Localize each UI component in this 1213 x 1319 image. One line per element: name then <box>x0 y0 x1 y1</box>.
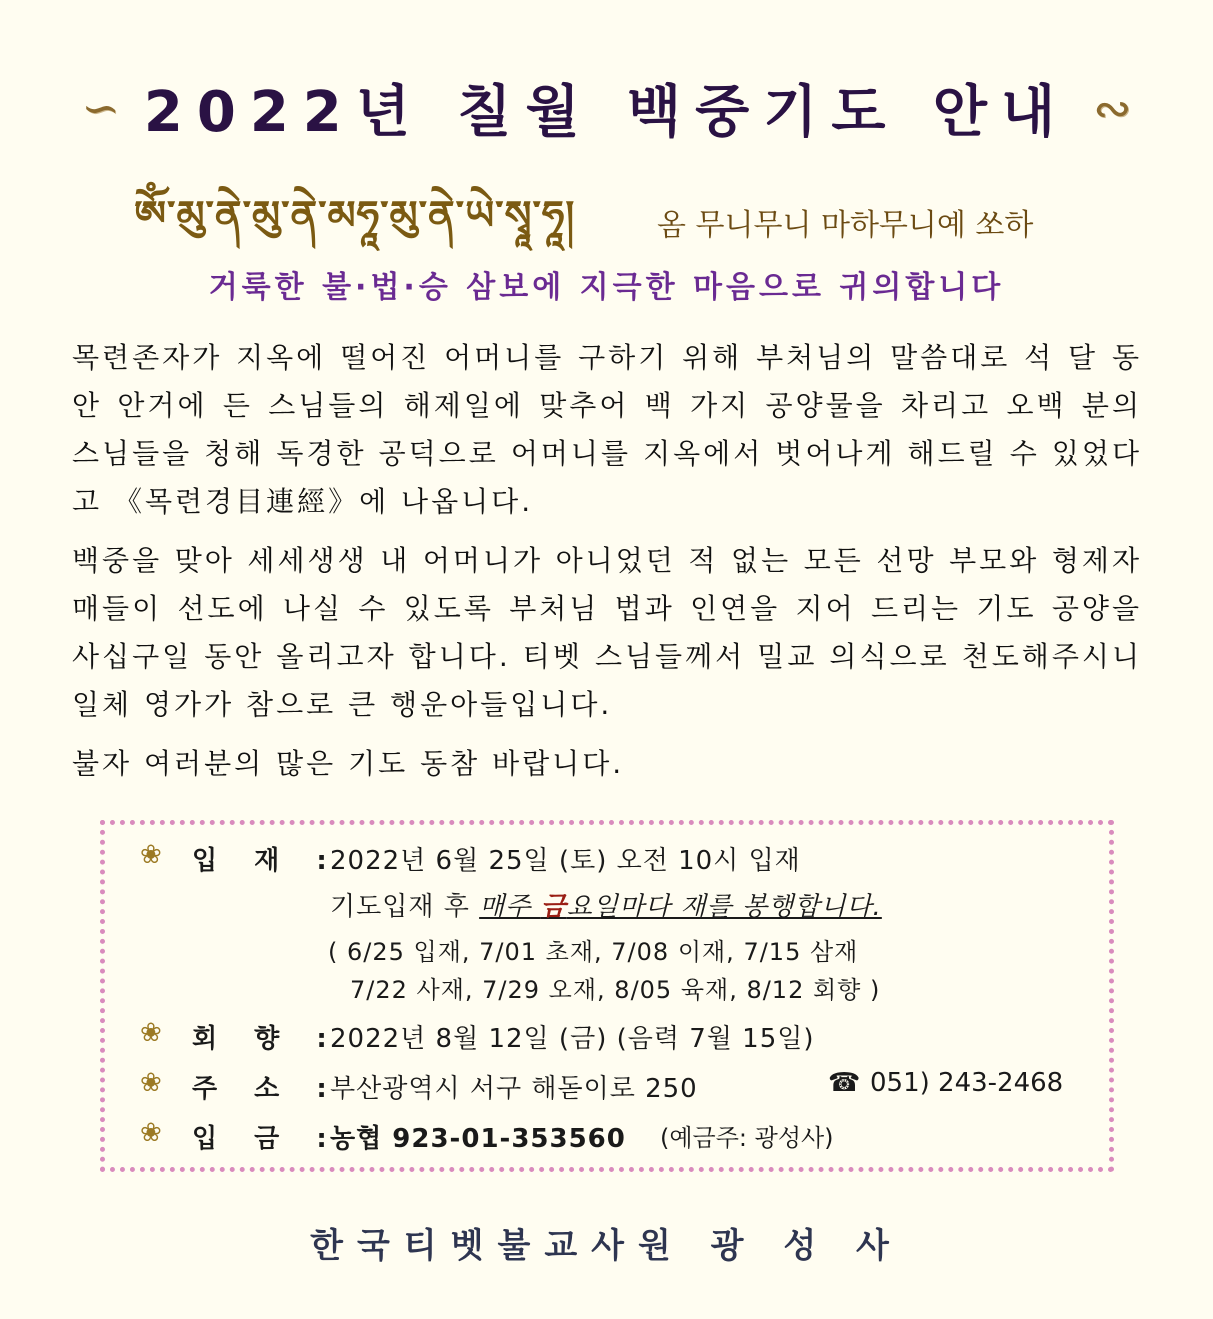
note-weekly-b: 요일마다 재를 봉행합니다. <box>566 892 882 922</box>
title-row <box>0 68 1213 148</box>
flower-bullet-icon: ❀ <box>140 1068 162 1098</box>
paragraph-invitation: 불자 여러분의 많은 기도 동참 바랍니다. <box>72 747 625 780</box>
ipjae-note <box>330 886 882 923</box>
flower-bullet-icon: ❀ <box>140 840 162 870</box>
temple-name-footer: 한국티벳불교사원 광 성 사 <box>310 1226 903 1266</box>
address-label: 주 소 : <box>192 1074 341 1104</box>
ipjae-value: 2022년 6월 25일 (토) 오전 10시 입재 <box>330 846 801 876</box>
phone-icon: ☎ <box>828 1068 861 1098</box>
hoehyang-label: 회 향 : <box>192 1024 341 1054</box>
left-ornament-icon: ∽ <box>81 81 120 135</box>
ipjae-label: 입 재 : <box>192 846 341 876</box>
tibetan-mantra: ༀ་མུ་ནེ་མུ་ནེ་མཧཱ་མུ་ནེ་ཡེ་སྭཱ་ཧཱ། <box>134 192 576 239</box>
paragraph-baekjung: 백중을 맞아 세세생생 내 어머니가 아니었던 적 없는 모든 선망 부모와 형제자매들이 선도에 나실 수 있도록 부처님 법과 인연을 지어 드리는 기도 공양을 사십구일 동안 올리고자 합니다. 티벳 스님들께서 밀교 의식으로 천도해주시니 일체 영가가 참으로 큰 행운아들입니다. <box>72 544 1142 721</box>
flower-bullet-icon: ❀ <box>140 1118 162 1148</box>
note-friday-char: 금 <box>540 892 567 922</box>
schedule-line-2: 7/22 사재, 7/29 오재, 8/05 육재, 8/12 회향 ) <box>350 976 881 1004</box>
phone-number: 051) 243-2468 <box>870 1068 1064 1098</box>
refuge-heading: 거룩한 불·법·승 삼보에 지극한 마음으로 귀의합니다 <box>208 270 1005 305</box>
ipjae-note-weekly <box>479 892 882 922</box>
ipjae-note-prefix: 기도입재 후 <box>330 892 470 922</box>
address-value: 부산광역시 서구 해돋이로 250 <box>330 1074 698 1104</box>
note-weekly-a: 매주 <box>479 892 541 922</box>
schedule-line-1: ( 6/25 입재, 7/01 초재, 7/08 이재, 7/15 삼재 <box>328 938 859 966</box>
korean-mantra: 옴 무니무니 마하무니예 쏘하 <box>657 208 1034 243</box>
right-ornament-icon: ∾ <box>1093 81 1132 135</box>
deposit-account: 농협 923-01-353560 <box>330 1124 626 1154</box>
hoehyang-value: 2022년 8월 12일 (금) (음력 7월 15일) <box>330 1024 815 1054</box>
page-title: 2022년 칠월 백중기도 안내 <box>143 80 1070 145</box>
deposit-holder: (예금주: 광성사) <box>660 1124 834 1152</box>
paragraph-mokryeon: 목련존자가 지옥에 떨어진 어머니를 구하기 위해 부처님의 말씀대로 석 달 동안 안거에 든 스님들의 해제일에 맞추어 백 가지 공양물을 차리고 오백 분의 스님들을 청해 독경한 공덕으로 어머니를 지옥에서 벗어나게 해드릴 수 있었다고 《목련경目連經》에 나옵니다. <box>72 341 1142 518</box>
flower-bullet-icon: ❀ <box>140 1018 162 1048</box>
deposit-label: 입 금 : <box>192 1124 341 1154</box>
